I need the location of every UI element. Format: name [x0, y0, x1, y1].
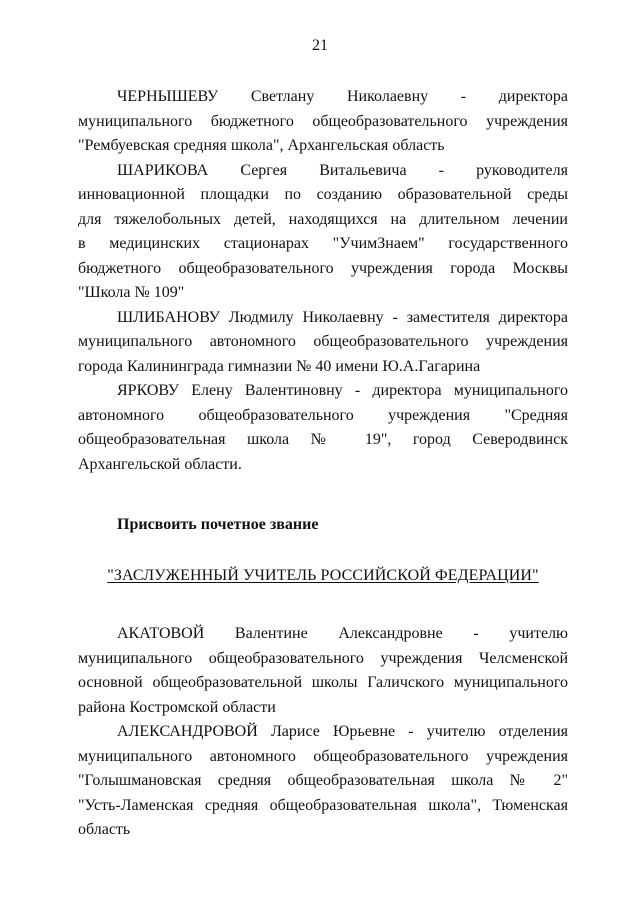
paragraph-line: основной общеобразовательной школы Галичского муниципального	[78, 674, 568, 691]
page-number: 21	[312, 37, 328, 54]
paragraph-line: района Костромской области	[78, 698, 276, 716]
paragraph-line: города Калининграда гимназии № 40 имени Ю.А.Гагарина	[78, 357, 481, 375]
paragraph-line: инновационной площадки по созданию образовательной среды	[78, 186, 568, 203]
paragraph-line: "Школа № 109"	[78, 284, 185, 301]
paragraph-line: ЯРКОВУ Елену Валентиновну - директора муниципального	[117, 382, 568, 399]
paragraph-line: Архангельской области.	[78, 455, 242, 473]
paragraph-line: "Усть-Ламенская средняя общеобразовательная школа", Тюменская	[78, 796, 568, 814]
paragraph-line: муниципального бюджетного общеобразовательного учреждения	[78, 112, 568, 130]
document-body	[78, 85, 568, 843]
paragraph-line: ШАРИКОВА Сергея Витальевича - руководителя	[117, 161, 568, 179]
paragraph-line: АКАТОВОЙ Валентине Александровне - учителю	[117, 625, 568, 642]
paragraph-line: в медицинских стационарах "УчимЗнаем" государственного	[78, 235, 568, 252]
award-title: "ЗАСЛУЖЕННЫЙ УЧИТЕЛЬ РОССИЙСКОЙ ФЕДЕРАЦИИ"	[107, 566, 539, 584]
paragraph-line: область	[78, 821, 131, 838]
paragraph-line: "Рембуевская средняя школа", Архангельская область	[78, 137, 445, 154]
awardee-paragraph	[78, 720, 568, 843]
awardee-paragraph	[78, 159, 568, 306]
paragraph-line: муниципального общеобразовательного учреждения Челсменской	[78, 649, 568, 667]
awardee-paragraph	[78, 306, 568, 380]
paragraph-line: муниципального автономного общеобразовательного учреждения	[78, 747, 568, 765]
paragraph-line: муниципального автономного общеобразовательного учреждения	[78, 333, 568, 350]
award-title-wrap	[78, 564, 568, 589]
paragraph-line: ШЛИБАНОВУ Людмилу Николаевну - заместителя директора	[117, 308, 568, 326]
section-heading: Присвоить почетное звание	[117, 516, 319, 533]
paragraph-line: для тяжелобольных детей, находящихся на длительном лечении	[78, 210, 568, 228]
awardee-paragraph	[78, 85, 568, 159]
awardee-paragraph	[78, 622, 568, 720]
paragraph-line: "Голышмановская средняя общеобразовательная школа № 2"	[78, 772, 568, 789]
paragraph-line: бюджетного общеобразовательного учреждения города Москвы	[78, 259, 568, 277]
paragraph-line: общеобразовательная школа № 19", город Северодвинск	[78, 431, 568, 448]
paragraph-line: автономного общеобразовательного учреждения "Средняя	[78, 406, 568, 424]
awardees-list-after	[78, 622, 568, 843]
awardees-list-before	[78, 85, 568, 477]
awardee-paragraph	[78, 379, 568, 477]
paragraph-line: АЛЕКСАНДРОВОЙ Ларисе Юрьевне - учителю отделения	[117, 723, 568, 740]
paragraph-line: ЧЕРНЫШЕВУ Светлану Николаевну - директора	[117, 88, 568, 105]
